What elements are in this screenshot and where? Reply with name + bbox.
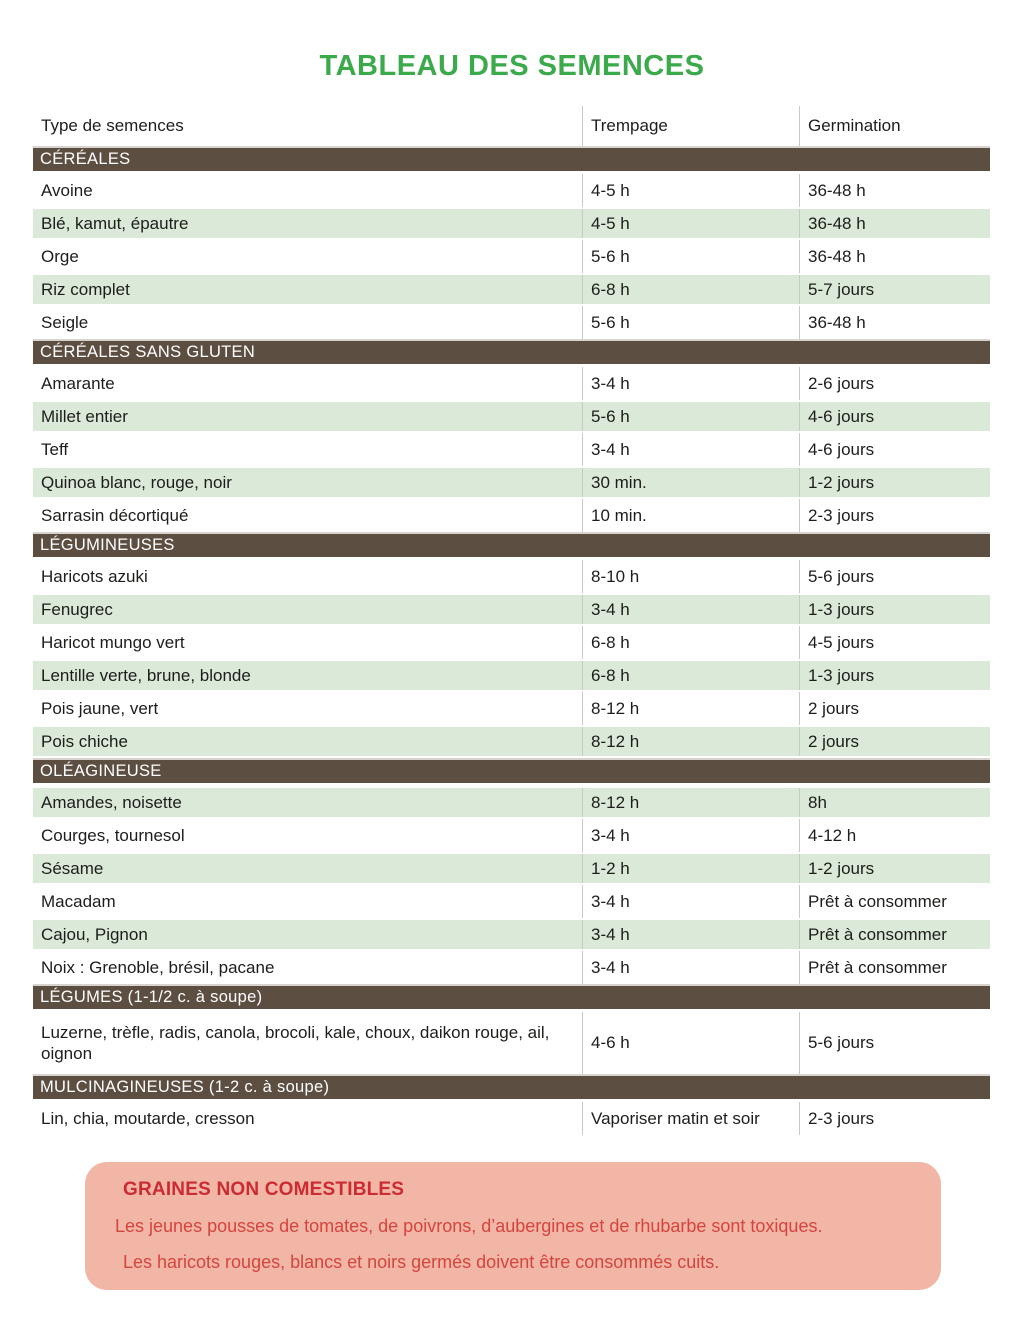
cell-trempage: 5-6 h <box>583 240 800 273</box>
cell-germination: 2 jours <box>808 731 860 751</box>
cell-type: Lin, chia, moutarde, cresson <box>33 1102 583 1135</box>
cell-trempage: 3-4 h <box>583 433 800 466</box>
table-row <box>33 433 990 466</box>
cell-type: Fenugrec <box>33 595 583 624</box>
table-row <box>33 852 990 885</box>
column-header-germination: Germination <box>808 116 901 135</box>
cell-type: Noix : Grenoble, brésil, pacane <box>33 951 583 984</box>
cell-germination: 1-2 jours <box>808 858 875 878</box>
table-row <box>33 400 990 433</box>
cell-germination: 2-6 jours <box>808 373 875 393</box>
cell-germination: 36-48 h <box>808 180 866 200</box>
table-row <box>33 273 990 306</box>
warning-line-1: Les jeunes pousses de tomates, de poivrons, d’aubergines et de rhubarbe sont toxiques. <box>115 1216 823 1236</box>
table-row <box>33 306 990 339</box>
column-header-type: Type de semences <box>33 106 583 146</box>
cell-trempage: Vaporiser matin et soir <box>583 1102 800 1135</box>
cell-trempage: 3-4 h <box>583 595 800 624</box>
seed-table <box>33 106 990 1135</box>
cell-type: Lentille verte, brune, blonde <box>33 661 583 690</box>
table-row <box>33 593 990 626</box>
cell-germination: 2-3 jours <box>808 1108 875 1128</box>
table-row <box>33 725 990 758</box>
cell-germination: 1-3 jours <box>808 665 875 685</box>
cell-trempage: 5-6 h <box>583 306 800 339</box>
cell-type: Quinoa blanc, rouge, noir <box>33 468 583 497</box>
cell-trempage: 4-5 h <box>583 174 800 207</box>
cell-germination: 4-6 jours <box>808 406 875 426</box>
cell-germination: 4-6 jours <box>808 439 875 459</box>
table-row <box>33 1012 990 1074</box>
cell-type: Sarrasin décortiqué <box>33 499 583 532</box>
table-row <box>33 659 990 692</box>
cell-trempage: 30 min. <box>583 468 800 497</box>
cell-type: Cajou, Pignon <box>33 920 583 949</box>
table-row <box>33 786 990 819</box>
cell-type: Pois jaune, vert <box>33 692 583 725</box>
cell-trempage: 10 min. <box>583 499 800 532</box>
cell-germination: 5-7 jours <box>808 279 875 299</box>
table-row <box>33 466 990 499</box>
cell-type: Teff <box>33 433 583 466</box>
table-row <box>33 207 990 240</box>
cell-germination: 1-2 jours <box>808 472 875 492</box>
cell-germination: Prêt à consommer <box>808 957 947 977</box>
cell-type: Avoine <box>33 174 583 207</box>
cell-germination: 5-6 jours <box>808 1033 875 1052</box>
section-header: OLÉAGINEUSE <box>33 758 990 786</box>
cell-type: Amandes, noisette <box>33 788 583 817</box>
cell-trempage: 3-4 h <box>583 819 800 852</box>
cell-trempage: 4-6 h <box>583 1012 800 1074</box>
cell-trempage: 3-4 h <box>583 367 800 400</box>
cell-trempage: 4-5 h <box>583 209 800 238</box>
cell-germination: 2-3 jours <box>808 505 875 525</box>
cell-trempage: 3-4 h <box>583 951 800 984</box>
cell-germination: 5-6 jours <box>808 566 875 586</box>
cell-type: Luzerne, trèfle, radis, canola, brocoli, kale, choux, daikon rouge, ail, oignon <box>33 1012 583 1074</box>
cell-type: Orge <box>33 240 583 273</box>
cell-trempage: 8-10 h <box>583 560 800 593</box>
cell-trempage: 8-12 h <box>583 788 800 817</box>
cell-trempage: 1-2 h <box>583 854 800 883</box>
table-body <box>33 146 990 1135</box>
table-header-row <box>33 106 990 146</box>
cell-germination: 4-5 jours <box>808 632 875 652</box>
cell-type: Millet entier <box>33 402 583 431</box>
cell-germination: 4-12 h <box>808 825 857 845</box>
section-header: LÉGUMINEUSES <box>33 532 990 560</box>
warning-title: GRAINES NON COMESTIBLES <box>123 1179 405 1200</box>
cell-germination: 36-48 h <box>808 213 866 233</box>
cell-type: Amarante <box>33 367 583 400</box>
cell-trempage: 6-8 h <box>583 275 800 304</box>
table-row <box>33 367 990 400</box>
table-row <box>33 692 990 725</box>
table-row <box>33 240 990 273</box>
cell-trempage: 5-6 h <box>583 402 800 431</box>
page-title: TABLEAU DES SEMENCES <box>319 50 705 82</box>
cell-germination: 2 jours <box>808 698 860 718</box>
cell-germination: Prêt à consommer <box>808 924 947 944</box>
cell-germination: 8h <box>808 792 827 812</box>
table-row <box>33 499 990 532</box>
cell-type: Pois chiche <box>33 727 583 756</box>
cell-type: Haricot mungo vert <box>33 626 583 659</box>
cell-trempage: 6-8 h <box>583 626 800 659</box>
cell-trempage: 8-12 h <box>583 692 800 725</box>
column-header-trempage: Trempage <box>583 106 800 146</box>
table-row <box>33 560 990 593</box>
warning-box <box>85 1162 941 1290</box>
section-header: LÉGUMES (1-1/2 c. à soupe) <box>33 984 990 1012</box>
cell-type: Blé, kamut, épautre <box>33 209 583 238</box>
cell-type: Haricots azuki <box>33 560 583 593</box>
cell-trempage: 8-12 h <box>583 727 800 756</box>
cell-germination: 36-48 h <box>808 312 866 332</box>
cell-type: Courges, tournesol <box>33 819 583 852</box>
table-row <box>33 1102 990 1135</box>
table-row <box>33 918 990 951</box>
cell-trempage: 3-4 h <box>583 885 800 918</box>
cell-type: Sésame <box>33 854 583 883</box>
cell-type: Macadam <box>33 885 583 918</box>
table-row <box>33 951 990 984</box>
section-header: CÉRÉALES SANS GLUTEN <box>33 339 990 367</box>
cell-trempage: 6-8 h <box>583 661 800 690</box>
section-header: CÉRÉALES <box>33 146 990 174</box>
cell-type: Seigle <box>33 306 583 339</box>
table-row <box>33 174 990 207</box>
table-row <box>33 885 990 918</box>
table-row <box>33 819 990 852</box>
section-header: MULCINAGINEUSES (1-2 c. à soupe) <box>33 1074 990 1102</box>
table-row <box>33 626 990 659</box>
cell-type: Riz complet <box>33 275 583 304</box>
cell-germination: Prêt à consommer <box>808 891 947 911</box>
cell-trempage: 3-4 h <box>583 920 800 949</box>
cell-germination: 1-3 jours <box>808 599 875 619</box>
warning-line-2: Les haricots rouges, blancs et noirs germés doivent être consommés cuits. <box>123 1252 720 1272</box>
cell-germination: 36-48 h <box>808 246 866 266</box>
